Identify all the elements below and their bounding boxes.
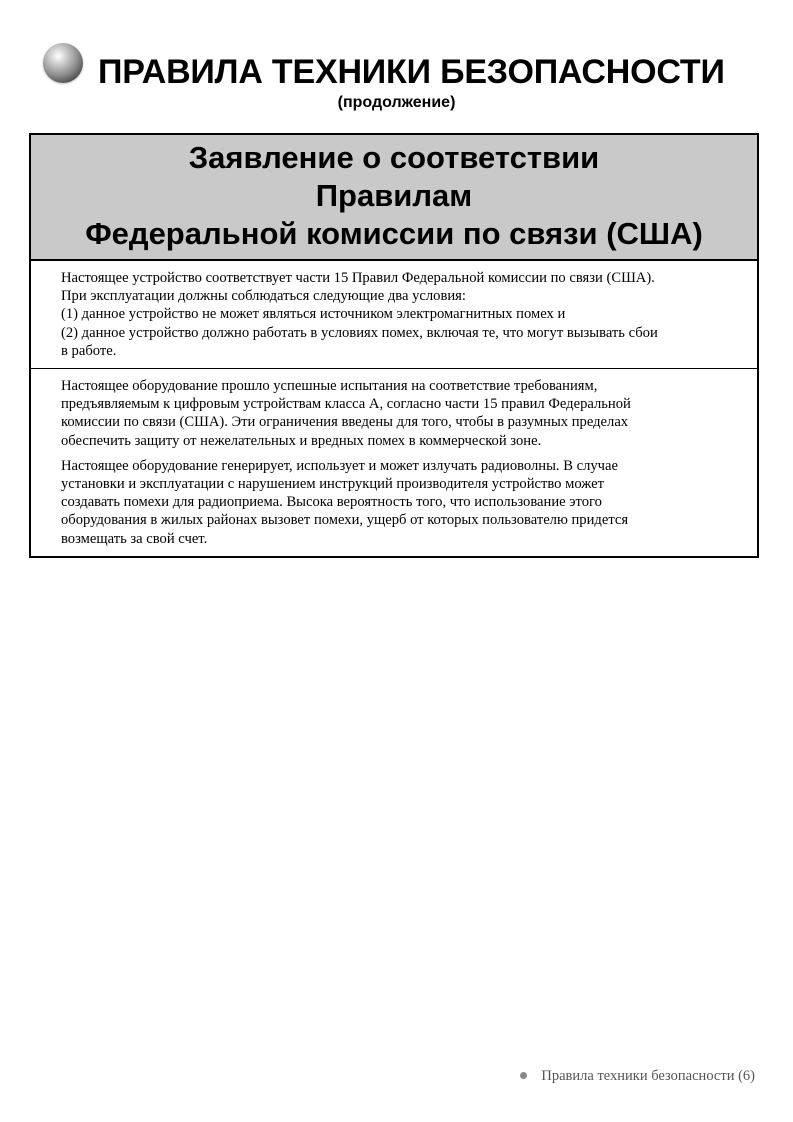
text-line: (1) данное устройство не может являться источником электромагнитных помех и [61, 306, 566, 323]
fcc-notice-heading [31, 135, 757, 261]
compliance-conditions-section [31, 261, 757, 368]
text-line: комиссии по связи (США). Эти ограничения введены для того, чтобы в разумных пределах [61, 414, 629, 431]
text-line: Настоящее оборудование генерирует, использует и может излучать радиоволны. В случае [61, 457, 618, 474]
bullet-sphere-icon [43, 43, 83, 83]
text-line: оборудования в жилых районах вызовет помехи, ущерб от которых пользователю придется [61, 512, 629, 529]
page-header [0, 40, 793, 120]
text-line: в работе. [61, 342, 117, 359]
text-line: установки и эксплуатации с нарушением инструкций производителя устройство может [61, 476, 605, 493]
page-subtitle: (продолжение) [337, 94, 456, 111]
text-line: возмещать за свой счет. [61, 530, 208, 547]
text-line: предъявляемым к цифровым устройствам класса A, согласно части 15 правил Федеральной [61, 396, 631, 413]
text-line: (2) данное устройство должно работать в условиях помех, включая те, что могут вызывать сбои [61, 324, 658, 341]
radio-emission-paragraph [61, 457, 727, 548]
bullet-dot-icon [520, 1072, 527, 1079]
page-title: ПРАВИЛА ТЕХНИКИ БЕЗОПАСНОСТИ [98, 53, 725, 91]
class-a-paragraph [61, 377, 727, 450]
text-line: Настоящее устройство соответствует части 15 Правил Федеральной комиссии по связи (США). [61, 270, 655, 286]
text-line: обеспечить защиту от нежелательных и вредных помех в коммерческой зоне. [61, 432, 542, 449]
compliance-paragraph [61, 269, 727, 360]
page-footer [520, 1067, 755, 1085]
footer-text: Правила техники безопасности (6) [541, 1068, 755, 1084]
text-line: создавать помехи для радиоприема. Высока вероятность того, что использование этого [61, 494, 602, 511]
text-line: При эксплуатации должны соблюдаться следующие два условия: [61, 288, 466, 305]
heading-line: Федеральной комиссии по связи (США) [85, 216, 703, 251]
text-line: Настоящее оборудование прошло успешные испытания на соответствие требованиям, [61, 378, 598, 395]
fcc-notice-box [29, 133, 759, 558]
heading-line: Заявление о соответствии [188, 140, 600, 175]
class-a-section [31, 368, 757, 556]
heading-line: Правилам [315, 178, 473, 213]
